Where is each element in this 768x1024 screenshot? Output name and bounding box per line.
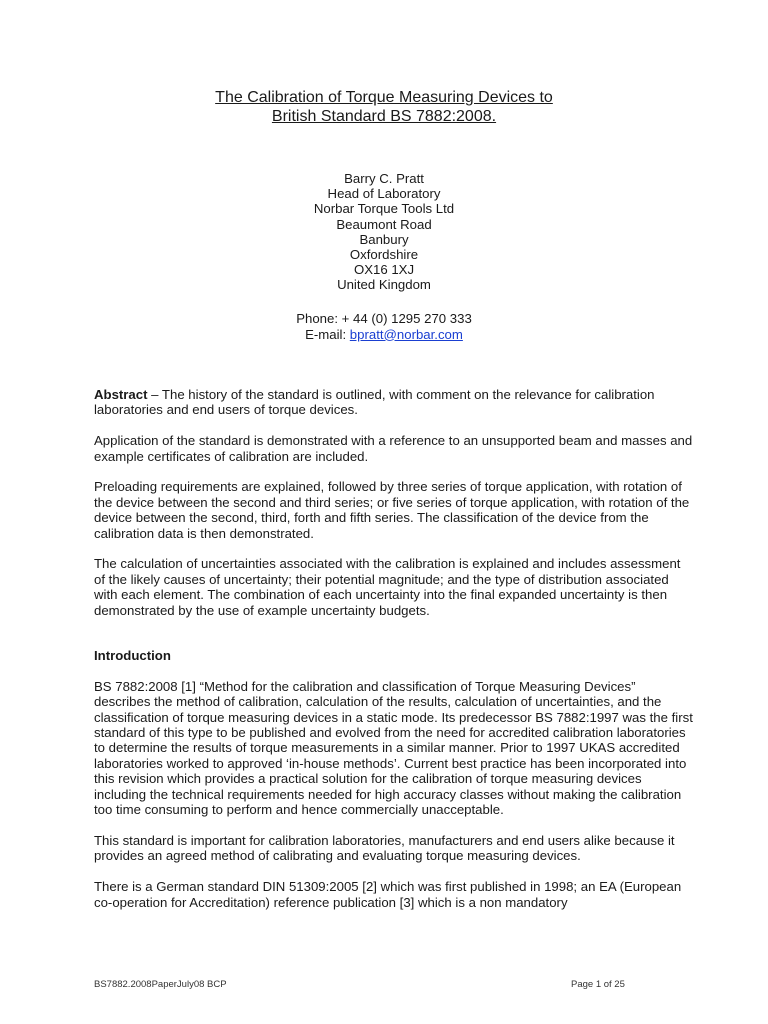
title-line-2: British Standard BS 7882:2008. (271, 108, 497, 125)
author-street: Beaumont Road (336, 216, 432, 232)
paper-title (0, 88, 768, 126)
contact-phone: Phone: + 44 (0) 1295 270 333 (296, 311, 472, 326)
author-block (0, 171, 768, 293)
introduction-paragraph-1: BS 7882:2008 [1] “Method for the calibration and classification of Torque Measuring Devices” describes the method of calibration, calculation of the results, calculation of uncertainties, and the classification of torque measuring devices in a static mode. Its predecessor BS 7882:1997 was the first standard of this type to be published and evolved from the need for accredited calibration laboratories to determine the results of torque measurements in a similar manner. Prior to 1997 UKAS accredited laboratories worked to approved ‘in-house methods’. Current best practice has been incorporated into this revision which provides a practical solution for the calibration of torque measuring devices including the technical requirements needed for high accuracy classes without making the calibration too time consuming to perform and hence commercially unacceptable. (94, 678, 693, 818)
contact-email-label: E-mail: (305, 326, 350, 342)
author-country: United Kingdom (337, 277, 431, 293)
contact-email-link[interactable]: bpratt@norbar.com (349, 326, 463, 342)
author-name: Barry C. Pratt (344, 171, 424, 186)
author-county: Oxfordshire (349, 247, 419, 263)
author-company: Norbar Torque Tools Ltd (313, 201, 455, 217)
introduction-paragraph-2: This standard is important for calibration laboratories, manufacturers and end users alike because it provides an agreed method of calibrating and evaluating torque measuring devices. (94, 832, 675, 864)
author-postcode: OX16 1XJ (353, 262, 415, 278)
footer-document-id: BS7882.2008PaperJuly08 BCP (94, 979, 227, 990)
abstract-label: Abstract (94, 387, 148, 402)
footer-page-number: Page 1 of 25 (571, 979, 625, 990)
abstract-paragraph-4: The calculation of uncertainties associated with the calibration is explained and includes assessment of the likely causes of uncertainty; their potential magnitude; and the type of distribution associated with each element. The combination of each uncertainty into the final expanded uncertainty is then demonstrated by the use of example uncertainty budgets. (94, 556, 681, 618)
abstract-paragraph-1 (94, 387, 694, 418)
title-line-1: The Calibration of Torque Measuring Devices to (215, 89, 553, 106)
contact-email-line (0, 327, 768, 343)
main-content (94, 387, 694, 925)
introduction-heading: Introduction (94, 648, 171, 664)
abstract-paragraph-3: Preloading requirements are explained, followed by three series of torque application, with rotation of the device between the second and third series; or five series of torque application, with rotation of the device between the second, third, forth and fifth series. The classification of the device from the calibration data is then demonstrated. (94, 479, 690, 541)
abstract-paragraph-2: Application of the standard is demonstrated with a reference to an unsupported beam and masses and example certificates of calibration are included. (94, 433, 693, 464)
introduction-paragraph-3: There is a German standard DIN 51309:2005 [2] which was first published in 1998; an EA (European co-operation for Accreditation) reference publication [3] which is a non mandatory (94, 879, 682, 910)
contact-block (0, 311, 768, 342)
author-town: Banbury (359, 231, 409, 247)
abstract-text-1: – The history of the standard is outlined, with comment on the relevance for calibration laboratories and end users of torque devices. (94, 387, 655, 418)
author-role: Head of Laboratory (327, 186, 441, 202)
